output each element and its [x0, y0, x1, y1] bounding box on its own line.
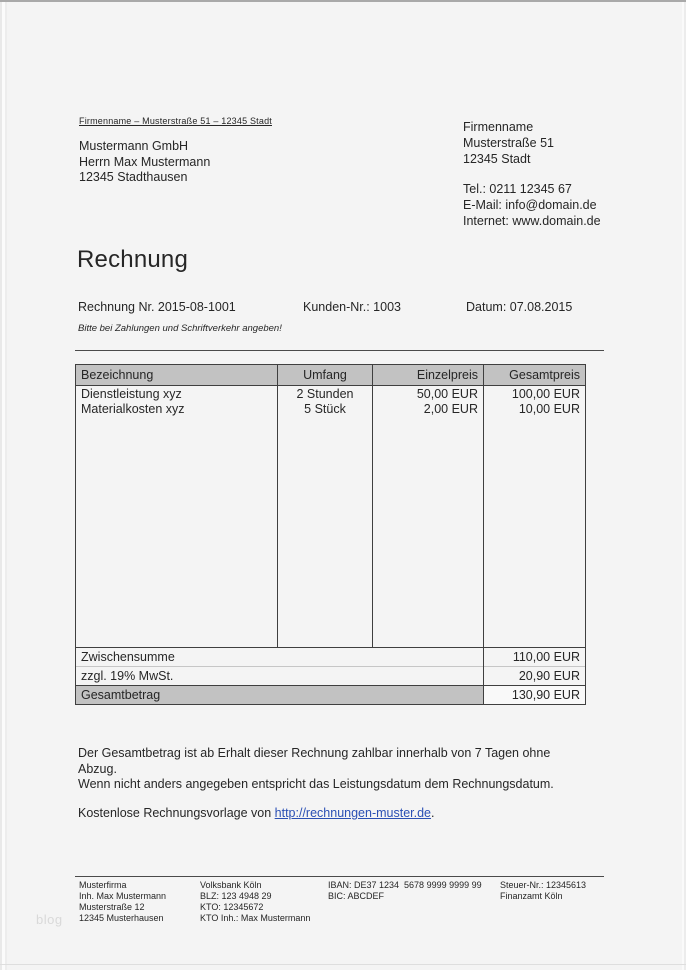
line-items-table [75, 364, 586, 705]
payment-terms-line: Der Gesamtbetrag ist ab Erhalt dieser Rechnung zahlbar innerhalb von 7 Tagen ohne [78, 746, 551, 760]
table-row [76, 401, 586, 416]
grand-total-amount: 130,90 EUR [484, 686, 586, 705]
company-phone: Tel.: 0211 12345 67 [463, 182, 572, 196]
item-unit-price: 50,00 EUR [373, 386, 484, 402]
item-unit-price: 2,00 EUR [373, 401, 484, 416]
footer-iban-column [328, 880, 500, 924]
footer-line: KTO Inh.: Max Mustermann [200, 913, 311, 923]
credit-prefix: Kostenlose Rechnungsvorlage von [78, 806, 275, 820]
footer-line: Musterstraße 12 [79, 902, 145, 912]
footer-line: Inh. Max Mustermann [79, 891, 167, 901]
blog-watermark: blog [36, 912, 63, 927]
company-city: 12345 Stadt [463, 152, 531, 166]
header-total-price: Gesamtpreis [484, 365, 586, 386]
subtotal-row [76, 648, 586, 667]
footer-line: BIC: ABCDEF [328, 891, 385, 901]
template-credit-line [78, 806, 435, 820]
footer-line: Volksbank Köln [200, 880, 262, 890]
footer-line: KTO: 12345672 [200, 902, 264, 912]
page-title: Rechnung [77, 246, 189, 273]
footer-line: IBAN: DE37 1234 5678 9999 9999 99 [328, 880, 482, 890]
footer-line: 12345 Musterhausen [79, 913, 164, 923]
item-description: Materialkosten xyz [76, 401, 278, 416]
header-unit-price: Einzelpreis [373, 365, 484, 386]
recipient-contact-person: Herrn Max Mustermann [79, 154, 211, 169]
item-quantity: 5 Stück [278, 401, 373, 416]
payment-terms-line: Wenn nicht anders angegeben entspricht das Leistungsdatum dem Rechnungsdatum. [78, 777, 554, 791]
vat-label: zzgl. 19% MwSt. [76, 667, 484, 686]
header-quantity: Umfang [278, 365, 373, 386]
recipient-name: Mustermann GmbH [79, 139, 189, 153]
company-website: Internet: www.domain.de [463, 214, 601, 228]
template-source-link[interactable]: http://rechnungen-muster.de [274, 806, 432, 820]
footer-info-columns [79, 880, 604, 924]
invoice-number: Rechnung Nr. 2015-08-1001 [78, 300, 236, 314]
sender-return-address: Firmenname – Musterstraße 51 – 12345 Stadt [79, 116, 272, 126]
footer-line: Musterfirma [79, 880, 127, 890]
recipient-city: 12345 Stadthausen [79, 170, 188, 184]
header-description: Bezeichnung [76, 365, 278, 386]
item-quantity: 2 Stunden [278, 386, 373, 402]
credit-suffix: . [431, 806, 435, 820]
table-row [76, 386, 586, 402]
subtotal-amount: 110,00 EUR [484, 648, 586, 667]
footer-tax-column [500, 880, 604, 924]
customer-number: Kunden-Nr.: 1003 [303, 300, 401, 314]
page-edge-left [0, 2, 9, 970]
company-street: Musterstraße 51 [463, 136, 555, 150]
subtotal-label: Zwischensumme [76, 648, 484, 667]
footer-line: Finanzamt Köln [500, 891, 563, 901]
invoice-meta-row [78, 300, 606, 314]
grand-total-label: Gesamtbetrag [76, 686, 484, 705]
vat-amount: 20,90 EUR [484, 667, 586, 686]
table-header-row [76, 365, 586, 386]
company-contact [463, 181, 601, 229]
item-description: Dienstleistung xyz [76, 386, 278, 402]
payment-terms-line: Abzug. [78, 761, 117, 776]
company-address [463, 119, 601, 167]
vat-row [76, 667, 586, 686]
page-edge-top [0, 0, 686, 2]
item-total: 10,00 EUR [484, 401, 586, 416]
divider-above-table [75, 350, 604, 351]
invoice-date: Datum: 07.08.2015 [466, 300, 573, 314]
payment-reference-note: Bitte bei Zahlungen und Schriftverkehr angeben! [78, 323, 282, 334]
footer-bank-column [200, 880, 328, 924]
grand-total-row [76, 686, 586, 705]
company-info-block [463, 119, 601, 229]
footer-line: BLZ: 123 4948 29 [200, 891, 272, 901]
payment-terms [78, 746, 618, 793]
item-total: 100,00 EUR [484, 386, 586, 402]
table-empty-space [76, 416, 586, 648]
footer-divider [75, 876, 604, 877]
company-email: E-Mail: info@domain.de [463, 198, 597, 212]
footer-company-column [79, 880, 200, 924]
footer-line: Steuer-Nr.: 12345613 [500, 880, 587, 890]
company-name: Firmenname [463, 120, 534, 134]
recipient-address-block [79, 139, 210, 186]
page-edge-right [679, 2, 686, 970]
page-edge-bottom [0, 964, 686, 965]
